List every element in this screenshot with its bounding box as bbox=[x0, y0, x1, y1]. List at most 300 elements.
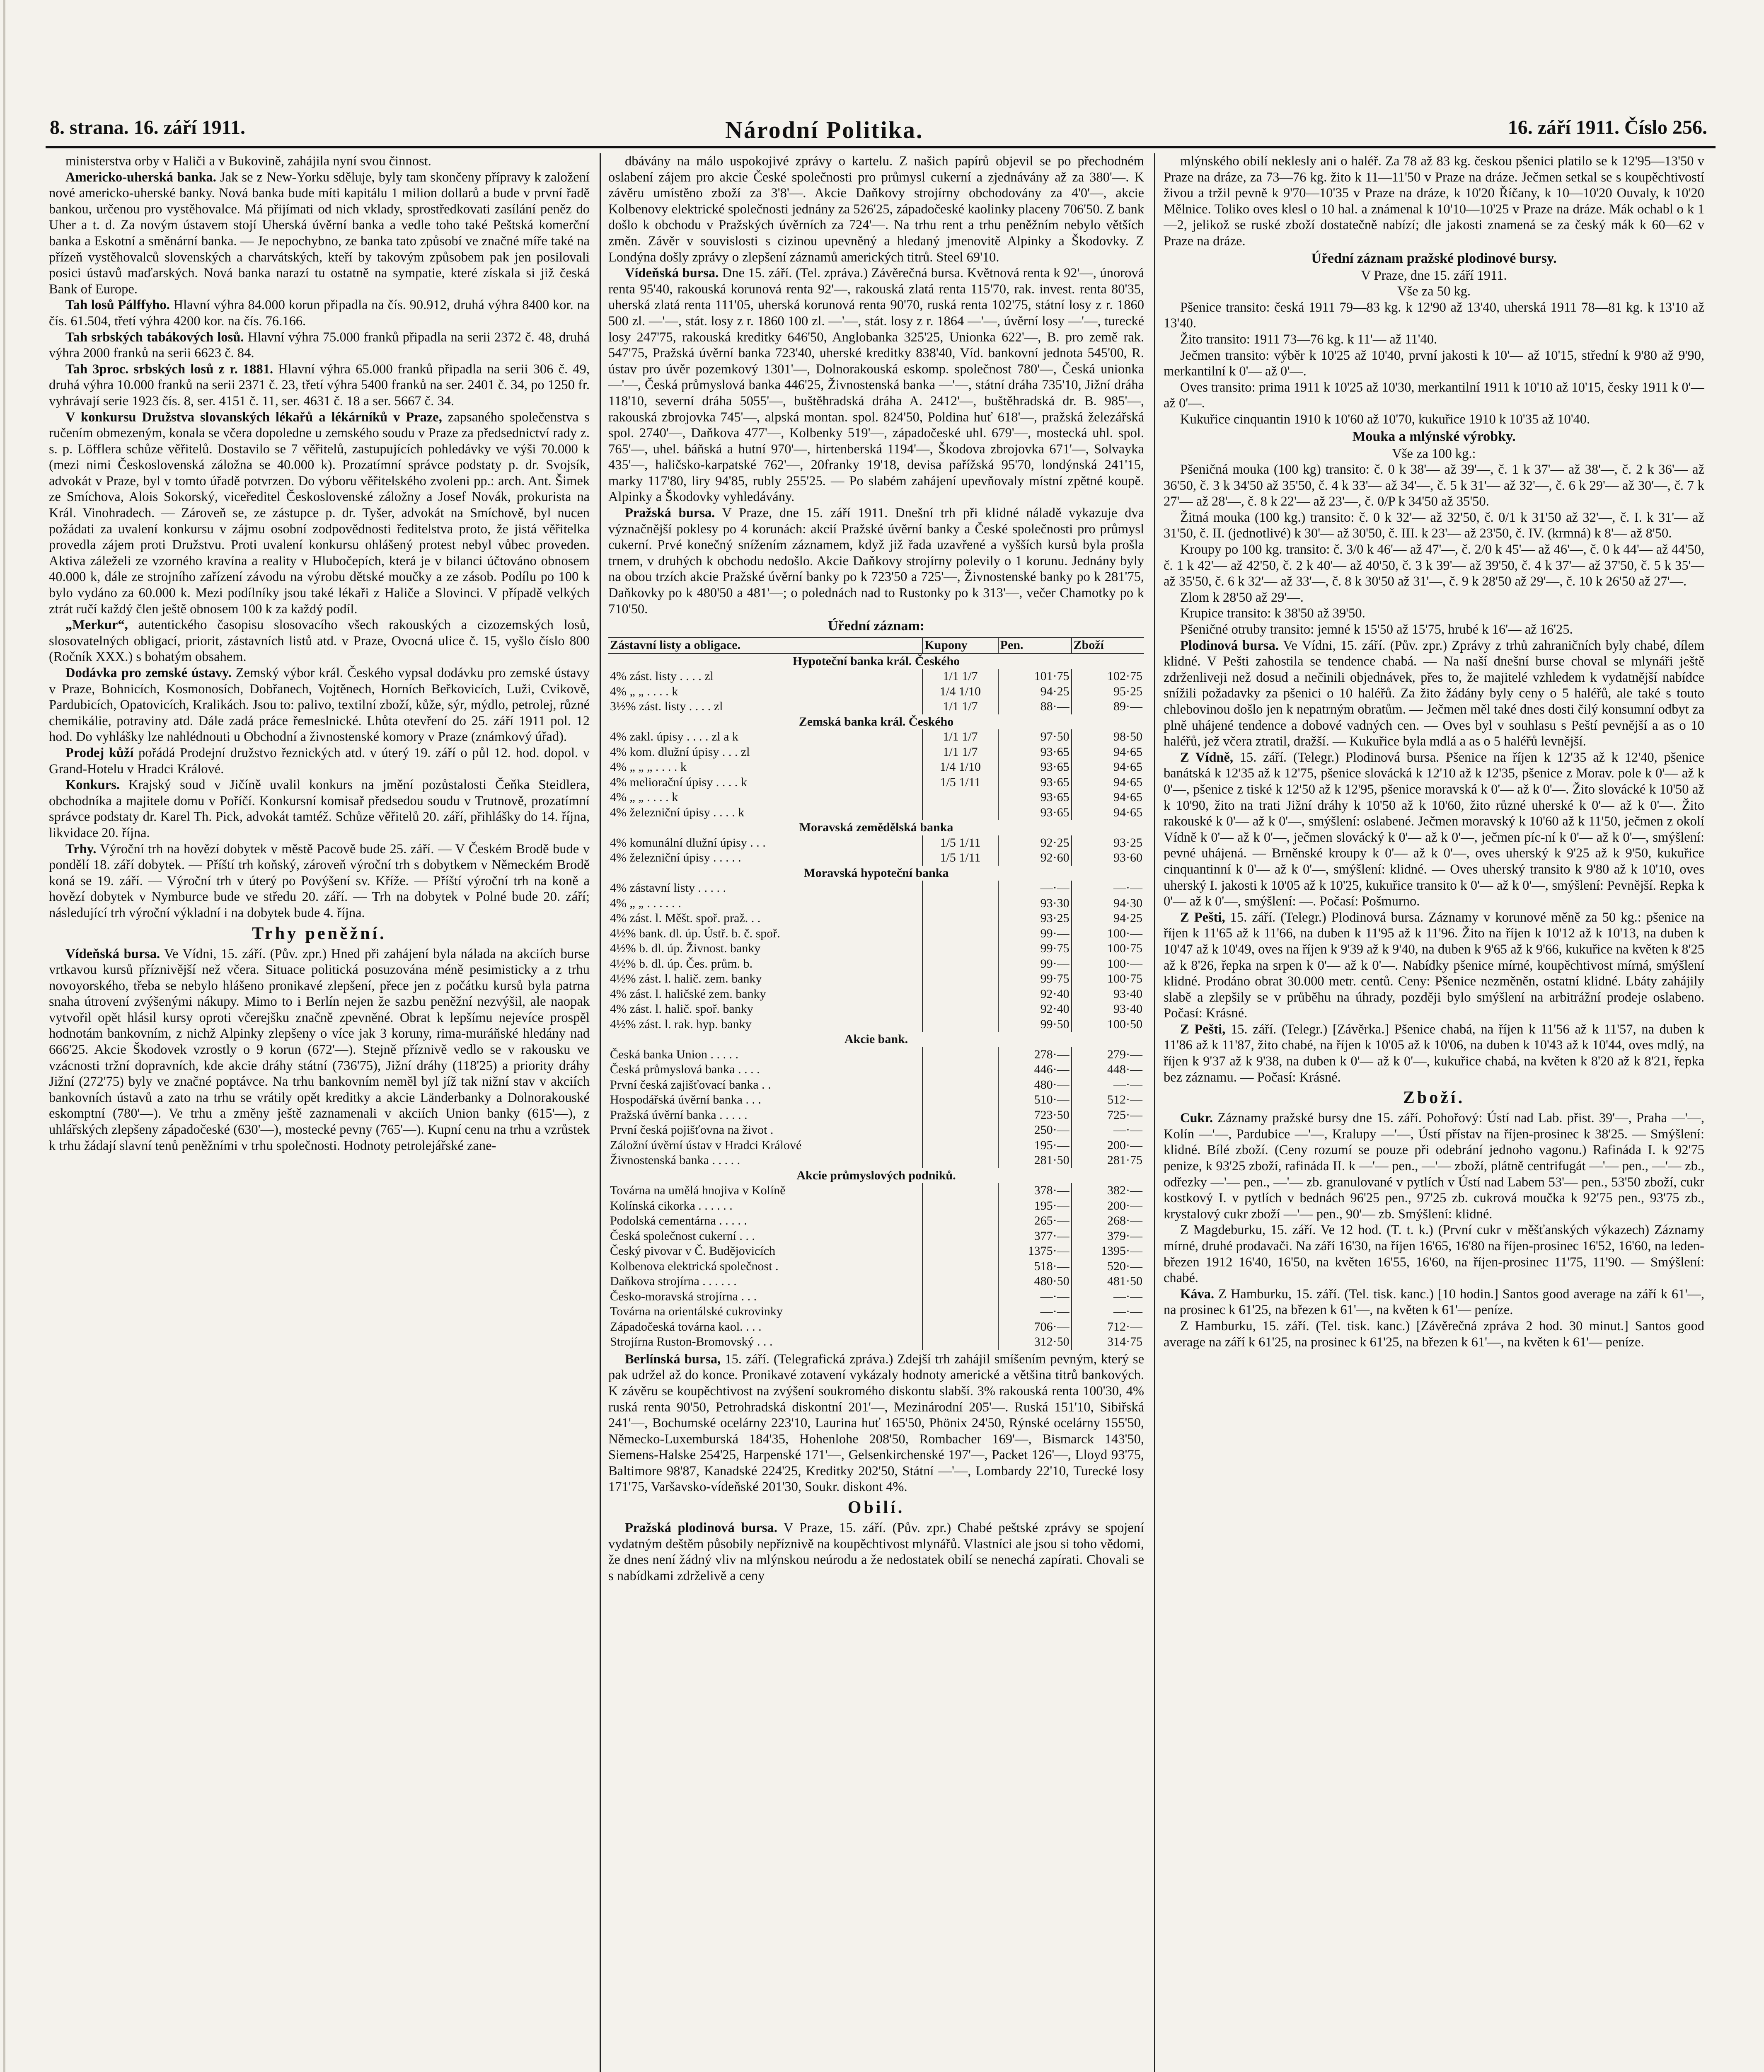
article-paragraph bbox=[1164, 348, 1704, 380]
coupon-dates bbox=[922, 1108, 998, 1123]
subsection-heading bbox=[1164, 428, 1704, 445]
coupon-dates: 1/1 1/7 bbox=[922, 729, 998, 745]
table-row bbox=[608, 684, 1144, 700]
article-text: Úřední záznam: bbox=[828, 618, 925, 634]
table-row bbox=[608, 1108, 1144, 1123]
article-text: Hlavní výhra 75.000 franků připadla na serii 2372 č. 48, druhá výhra 2000 franků na serii 6623 č. 84. bbox=[49, 329, 590, 361]
article-text: 15. září. (Telegr.) Plodinová bursa. Záznamy v korunové měně za 50 kg.: pšenice na říjen k 11'65 až k 11'66, na duben k 11'95 až k 11'96. Žito na říjen k 10'12 až k 10'13, na duben k 10'47 až k 10'49, oves na říjen k 9'39 až k 9'40, na duben k 9'65 až k 9'66, kukuřice na květen k 8'25 až k 8'26, řepka na srpen k 0'— až k 0'—. Nabídky pšenice mírné, koupěchtivost mírná, smýšlení klidné. Prodáno obrat 30.000 metr. centů. Ceny: Pšenice nezměněn, ostatní klidné. Lbáty zahájily slabě a zlepšily se v průběhu na úhrady, později bylo smýšlení na arbitrážní prodeje oslabeno. Počasí: Krásné. bbox=[1164, 910, 1704, 1021]
table-row bbox=[608, 911, 1144, 926]
bid-price: 93·65 bbox=[998, 790, 1072, 805]
coupon-dates bbox=[922, 805, 998, 821]
article-text: Z Hamburku, 15. září. (Tel. tisk. kanc.) [Závěrečná zpráva 2 hod. 30 minut.] Santos good average na září k 61'25, na prosinec k 61'25, na březen k 61'—, na květen k 61'— peníze. bbox=[1164, 1318, 1704, 1350]
column-divider-1 bbox=[600, 153, 601, 2072]
column-3 bbox=[1164, 153, 1704, 2072]
bid-price: 480·50 bbox=[998, 1274, 1072, 1289]
bid-price: 97·50 bbox=[998, 729, 1072, 745]
article-text: Krajský soud v Jičíně uvalil konkurs na jmění pozůstalosti Čeňka Steidlera, obchodníka a majitele domu v Poříčí. Konkursní komisař předsedou soudu v Trutnově, prozatímní správce podstaty dr. Karel Th. Pick, advokát tamtéž. Schůze věřitelů 20. září, přihlášky do 14. října, likvidace 20. října. bbox=[49, 777, 590, 840]
security-name: Česká společnost cukerní . . . bbox=[610, 1229, 755, 1243]
article-paragraph bbox=[1164, 153, 1704, 249]
table-row bbox=[608, 1138, 1144, 1153]
official-quotation-table bbox=[608, 637, 1144, 1350]
article-text: dbávány na málo uspokojivé zprávy o kartelu. Z našich papírů objevil se po přechodném oslabení zájem pro akcie České společnosti pro průmysl cukerní a zjednávány až za 380'—. K závěru umístěno zboží za 3'8'—. Akcie Daňkovy strojírny obchodovány za 4'0'—, akcie Kolbenovy elektrické společnosti jednány za 526'25, západočeské kaolinky placeny 706'50. Z bank došlo k obchodu v Pražských úvěrních za 724'—. Na trhu rent a trhu peněžním nebylo větších změn. Závěr v souvislosti s cizinou upevněný a hledaný jmenovitě Alpinky a Škodovky. Z Londýna došly zprávy o zlepšení záznamů amerických titrů. Steel 69'10. bbox=[608, 154, 1144, 265]
ask-price: 100·— bbox=[1072, 926, 1144, 942]
article-paragraph bbox=[49, 665, 590, 745]
article-text: mlýnského obilí neklesly ani o haléř. Za 78 až 83 kg. českou pšenici platilo se k 12'95—13'50 v Praze na dráze, za 73—76 kg. žito k 11—11'50 v Praze na dráze. Ječmen setkal se s koupěchtivostí živou a tržil pevně k 9'70—10'35 v Praze na dráze, k 10'20 Říčany, k 10—10'20 Ouvaly, k 10'20 Mělnice. Toliko oves klesl o 10 hal. a známenal k 10'10—10'25 v Praze na dráze. Mák ochabl o k 1—2, jelikož se ruské zboží dostatečně nabízí; dle jakosti znamená se za český mák k 60—62 v Praze na dráze. bbox=[1164, 154, 1704, 249]
table-section-label: Moravská zemědělská banka bbox=[799, 821, 953, 835]
article-paragraph bbox=[1164, 462, 1704, 510]
article-lead: Vídeňská bursa. bbox=[625, 266, 719, 281]
coupon-dates bbox=[922, 1047, 998, 1063]
ask-price: —·— bbox=[1072, 1077, 1144, 1093]
table-row bbox=[608, 850, 1144, 866]
bid-price: 88·— bbox=[998, 699, 1072, 714]
coupon-dates bbox=[922, 1274, 998, 1289]
bid-price: 723·50 bbox=[998, 1108, 1072, 1123]
page-header bbox=[50, 116, 1707, 145]
article-text: Trhy peněžní. bbox=[252, 924, 387, 943]
table-section-label: Akcie bank. bbox=[844, 1032, 908, 1046]
bid-price: 93·65 bbox=[998, 760, 1072, 775]
table-row bbox=[608, 1062, 1144, 1077]
subsection-heading bbox=[608, 618, 1144, 634]
article-text: Hlavní výhra 84.000 korun připadla na čís. 90.912, druhá výhra 8400 kor. na čís. 61.504, třetí výhra 4200 kor. na čís. 76.166. bbox=[49, 298, 590, 329]
article-paragraph bbox=[1164, 910, 1704, 1021]
coupon-dates: 1/1 1/7 bbox=[922, 745, 998, 760]
security-name: 4% komunální dlužní úpisy . . . bbox=[610, 835, 766, 850]
security-name: 4½% zást. l. halič. zem. banky bbox=[610, 972, 762, 986]
coupon-dates bbox=[922, 1123, 998, 1138]
coupon-dates bbox=[922, 896, 998, 911]
bid-price: 93·65 bbox=[998, 745, 1072, 760]
bid-price: 446·— bbox=[998, 1062, 1072, 1077]
section-heading bbox=[1164, 1087, 1704, 1109]
centered-line bbox=[1164, 446, 1704, 462]
page-edge-shadow bbox=[3, 0, 5, 2072]
table-row bbox=[608, 1002, 1144, 1017]
coupon-dates bbox=[922, 1138, 998, 1153]
table-row bbox=[608, 1092, 1144, 1108]
security-name: Továrna na umělá hnojiva v Kolíně bbox=[610, 1184, 786, 1198]
ask-price: 94·25 bbox=[1072, 911, 1144, 926]
column-2 bbox=[608, 153, 1144, 2072]
article-paragraph bbox=[1164, 750, 1704, 910]
bid-price: 99·— bbox=[998, 926, 1072, 942]
table-row bbox=[608, 1274, 1144, 1289]
table-row bbox=[608, 835, 1144, 851]
article-lead: Z Pešti, bbox=[1180, 1021, 1226, 1037]
table-row bbox=[608, 956, 1144, 972]
ask-price: 279·— bbox=[1072, 1047, 1144, 1063]
table-row bbox=[608, 881, 1144, 896]
bid-price: 92·40 bbox=[998, 1002, 1072, 1017]
bid-price: 265·— bbox=[998, 1213, 1072, 1229]
security-name: Živnostenská banka . . . . . bbox=[610, 1153, 740, 1167]
table-row bbox=[608, 745, 1144, 760]
security-name: 4½% b. dl. úp. Čes. prům. b. bbox=[610, 956, 753, 971]
table-row bbox=[608, 1032, 1144, 1047]
header-rule bbox=[46, 146, 1716, 148]
article-lead: Tah 3proc. srbských losů z r. 1881. bbox=[65, 361, 273, 377]
ask-price: 100·— bbox=[1072, 956, 1144, 972]
centered-line bbox=[1164, 268, 1704, 284]
article-paragraph bbox=[1164, 1318, 1704, 1350]
article-text: Oves transito: prima 1911 k 10'25 až 10'30, merkantilní 1911 k 10'10 až 10'15, česky 1911 k 0'— až 0'—. bbox=[1164, 380, 1704, 411]
ask-price: 448·— bbox=[1072, 1062, 1144, 1077]
ask-price: 725·— bbox=[1072, 1108, 1144, 1123]
article-text: Záznamy pražské bursy dne 15. září. Pohořový: Ústí nad Lab. přist. 39'—, Praha —'—, Kolín —'—, Pardubice —'—, Kralupy —'—, Ústí přístav na říjen-prosinec k 38'25. — Smýšlení: klidné. Bílé zboží. (Ceny rozumí se pouze při odebrání jednoho vagonu.) Rafináda I. k 92'75 penize, k 93'25 zboží, rafináda II. k —'— pen., —'— zboží, plátně centrifugát —'— pen., —'— zb., odřezky —'— pen., —'— zb. granulované v pytlích v Ústí nad Labem 53'— pen., 53'50 zboží, cukr kostkový I. v pytlích v bednách 96'25 pen., 97'25 zb. cukrová moučka k 92'75 pen., 93'75 zb., krystalový cukr zboží —'— pen., 90'— zb. Smýšlení: klidné. bbox=[1164, 1111, 1704, 1222]
bid-price: —·— bbox=[998, 881, 1072, 896]
article-text: V Praze, dne 15. září 1911. Dnešní trh při klidné náladě vykazuje dva význačnější poklesy po 4 korunách: akcií Pražské úvěrní banky a České společnosti pro průmysl cukerní. Prvé konečný snížením záznamem, když již řada uzavřené a vyšších kursů byla prošla trnem, v druhých k obchodu nedošlo. Akcie Daňkovy strojírny polevily o 1 korunu. Jednány byly na obou trzích akcie Pražské úvěrní banky po k 723'50 a 725'—, Živnostenské banky po k 281'75, Daňkovky po k 480'50 a 481'—; o polednách nad to Rustonky po k 313'—, večer Chamotky po k 710'50. bbox=[608, 506, 1144, 617]
article-lead: Vídeňská bursa. bbox=[65, 946, 160, 961]
bid-price: 93·65 bbox=[998, 775, 1072, 790]
ask-price: 100·50 bbox=[1072, 1017, 1144, 1032]
bid-price: 510·— bbox=[998, 1092, 1072, 1108]
table-row bbox=[608, 1077, 1144, 1093]
bid-price: 195·— bbox=[998, 1138, 1072, 1153]
article-paragraph bbox=[1164, 300, 1704, 332]
coupon-dates bbox=[922, 1304, 998, 1319]
security-name: První česká pojišťovna na život . bbox=[610, 1123, 774, 1137]
article-paragraph bbox=[49, 745, 590, 777]
table-row bbox=[608, 866, 1144, 881]
ask-price: 94·65 bbox=[1072, 790, 1144, 805]
article-lead: Tah losů Pálffyho. bbox=[65, 298, 170, 313]
article-text: 15. září. (Telegrafická zpráva.) Zdejší trh zahájil smíšením pevným, který se pak udržel až do konce. Pronikavé zotavení vykázaly hodnoty americké a většina titrů bankových. K závěru se koupěchtivost na zvýšení soukromého diskontu slabší. 3% rakouská renta 100'30, 4% ruská renta 90'50, Petrohradská diskontní 201'—, Mezinárodní 205'—. Ruská 151'10, Sibiřská 241'—, Bochumské ocelárny 223'10, Laurina huť 165'50, Phönix 24'50, Rýnské ocelárny 155'50, Německo-Luxemburská 184'35, Hohenlohe 208'50, Rombacher 169'—, Bismarck 143'50, Siemens-Halske 254'25, Harpenské 171'—, Gelsenkirchenské 197'—, Packet 126'—, Lloyd 93'75, Baltimore 98'87, Kanadské 224'25, Kreditky 202'50, Státní —'—, Lombardy 22'10, Turecké losy 171'75, Varšavsko-vídeňské 201'30, Soukr. diskont 4%. bbox=[608, 1351, 1144, 1495]
coupon-dates: 1/4 1/10 bbox=[922, 760, 998, 775]
security-name: Záložní úvěrní ústav v Hradci Králové bbox=[610, 1138, 802, 1152]
column-1 bbox=[49, 153, 590, 2072]
article-paragraph bbox=[1164, 1110, 1704, 1222]
coupon-dates bbox=[922, 1183, 998, 1198]
ask-price: —·— bbox=[1072, 1289, 1144, 1305]
ask-price: 382·— bbox=[1072, 1183, 1144, 1198]
column-divider-2 bbox=[1154, 153, 1155, 2072]
article-lead: Prodej kůží bbox=[65, 745, 134, 760]
table-row bbox=[608, 790, 1144, 805]
coupon-dates bbox=[922, 1259, 998, 1274]
table-row bbox=[608, 1047, 1144, 1063]
table-row bbox=[608, 654, 1144, 669]
table-row bbox=[608, 729, 1144, 745]
article-lead: Americko-uherská banka. bbox=[65, 169, 216, 185]
bid-price: 480·— bbox=[998, 1077, 1072, 1093]
article-text: ministerstva orby v Haliči a v Bukovině, zahájila nyní svou činnost. bbox=[65, 154, 431, 169]
security-name: 4% meliorační úpisy . . . . k bbox=[610, 775, 747, 789]
table-header-cell: Zboží bbox=[1072, 637, 1144, 654]
section-heading bbox=[49, 923, 590, 944]
table-row bbox=[608, 896, 1144, 911]
security-name: 4% zakl. úpisy . . . . zl a k bbox=[610, 730, 738, 744]
bid-price: 93·65 bbox=[998, 805, 1072, 821]
ask-price: 100·75 bbox=[1072, 941, 1144, 956]
article-paragraph bbox=[1164, 542, 1704, 590]
coupon-dates: 1/5 1/11 bbox=[922, 835, 998, 851]
bid-price: 378·— bbox=[998, 1183, 1072, 1198]
article-text: Zboží. bbox=[1403, 1088, 1465, 1108]
coupon-dates: 1/1 1/7 bbox=[922, 669, 998, 684]
article-lead: Berlínská bursa, bbox=[625, 1351, 721, 1367]
table-row bbox=[608, 926, 1144, 942]
table-row bbox=[608, 1123, 1144, 1138]
article-text: Zlom k 28'50 až 29'—. bbox=[1180, 590, 1304, 605]
article-text: V Praze, dne 15. září 1911. bbox=[1361, 268, 1507, 283]
article-paragraph bbox=[1164, 605, 1704, 622]
ask-price: 520·— bbox=[1072, 1259, 1144, 1274]
table-section-label: Akcie průmyslových podniků. bbox=[796, 1168, 956, 1182]
bid-price: 101·75 bbox=[998, 669, 1072, 684]
ask-price: 379·— bbox=[1072, 1229, 1144, 1244]
ask-price: 200·— bbox=[1072, 1198, 1144, 1214]
article-text: Žitná mouka (100 kg.) transito: č. 0 k 32'— až 32'50, č. 0/1 k 31'50 až 32'—, č. I. k 31'— až 31'50, č. II. (jednotlivé) k 30'— až 30'50, č. III. k 23'— až 23'50, č. IV. (krmná) k 8'— až 8'50. bbox=[1164, 510, 1704, 541]
ask-price: 102·75 bbox=[1072, 669, 1144, 684]
coupon-dates bbox=[922, 1198, 998, 1214]
bid-price: 278·— bbox=[998, 1047, 1072, 1063]
coupon-dates bbox=[922, 881, 998, 896]
ask-price: 93·60 bbox=[1072, 850, 1144, 866]
article-text: Úřední záznam pražské plodinové bursy. bbox=[1311, 250, 1557, 266]
ask-price: 281·75 bbox=[1072, 1153, 1144, 1168]
security-name: 4% zástavní listy . . . . . bbox=[610, 881, 726, 895]
coupon-dates: 1/4 1/10 bbox=[922, 684, 998, 700]
security-name: Kolínská cikorka . . . . . . bbox=[610, 1198, 733, 1213]
security-name: 4½% bank. dl. úp. Ústř. b. č. spoř. bbox=[610, 926, 780, 940]
bid-price: 281·50 bbox=[998, 1153, 1072, 1168]
ask-price: —·— bbox=[1072, 1304, 1144, 1319]
ask-price: 93·40 bbox=[1072, 1002, 1144, 1017]
article-paragraph bbox=[1164, 638, 1704, 750]
table-section-label: Zemská banka král. Českého bbox=[799, 714, 954, 729]
subsection-heading bbox=[1164, 250, 1704, 267]
article-text: Kukuřice cinquantin 1910 k 10'60 až 10'70, kukuřice 1910 k 10'35 až 10'40. bbox=[1180, 411, 1590, 427]
bid-price: 92·40 bbox=[998, 987, 1072, 1002]
ask-price: 512·— bbox=[1072, 1092, 1144, 1108]
security-name: Kolbenova elektrická společnost . bbox=[610, 1259, 779, 1273]
table-row bbox=[608, 805, 1144, 821]
security-name: Továrna na orientálské cukrovinky bbox=[610, 1305, 783, 1319]
ask-price: 93·40 bbox=[1072, 987, 1144, 1002]
article-paragraph bbox=[49, 169, 590, 298]
bid-price: 377·— bbox=[998, 1229, 1072, 1244]
coupon-dates bbox=[922, 941, 998, 956]
security-name: 4% železniční úpisy . . . . k bbox=[610, 805, 745, 819]
table-row bbox=[608, 971, 1144, 987]
bid-price: 99·50 bbox=[998, 1017, 1072, 1032]
article-paragraph bbox=[49, 153, 590, 169]
coupon-dates bbox=[922, 1153, 998, 1168]
ask-price: 712·— bbox=[1072, 1319, 1144, 1335]
article-text: Kroupy po 100 kg. transito: č. 3/0 k 46'— až 47'—, č. 2/0 k 45'— až 46'—, č. 0 k 44'— až 44'50, č. 1 k 42'— až 42'50, č. 2 k 40'— až 40'50, č. 3 k 39'— až 39'50, č. 4 k 37'— až 37'50, č. 5 k 35'— až 35'50, č. 6 k 32'— až 33'—, č. 8 k 30'50 až 31'—, č. 9 k 28'50 až 29'—, č. 10 k 26'50 až 27'—. bbox=[1164, 542, 1704, 589]
security-name: Strojírna Ruston-Bromovský . . . bbox=[610, 1335, 773, 1349]
coupon-dates bbox=[922, 926, 998, 942]
article-lead: V konkursu Družstva slovanských lékařů a lékárníků v Praze, bbox=[65, 409, 442, 425]
article-lead: „Merkur“, bbox=[65, 617, 128, 633]
ask-price: 268·— bbox=[1072, 1213, 1144, 1229]
table-row bbox=[608, 1213, 1144, 1229]
table-row bbox=[608, 775, 1144, 790]
table-row bbox=[608, 1259, 1144, 1274]
ask-price: 100·75 bbox=[1072, 971, 1144, 987]
coupon-dates: 1/1 1/7 bbox=[922, 699, 998, 714]
table-header-cell: Pen. bbox=[998, 637, 1072, 654]
article-paragraph bbox=[49, 946, 590, 1154]
article-lead: Tah srbských tabákových losů. bbox=[65, 329, 244, 345]
bid-price: 99·75 bbox=[998, 941, 1072, 956]
ask-price: 93·25 bbox=[1072, 835, 1144, 851]
article-text: pořádá Prodejní družstvo řeznických atd. v úterý 19. září o půl 12. hod. dopol. v Grand-Hotelu v Hradci Králové. bbox=[49, 745, 590, 777]
security-name: Česko-moravská strojírna . . . bbox=[610, 1289, 757, 1303]
table-row bbox=[608, 1319, 1144, 1335]
security-name: Hospodářská úvěrní banka . . . bbox=[610, 1093, 761, 1107]
article-text: 15. září. (Telegr.) [Závěrka.] Pšenice chabá, na říjen k 11'56 až k 11'57, na duben k 11'86 až k 11'87, žito chabé, na říjen k 10'05 až k 10'06, na duben k 10'43 až k 10'44, oves mdlý, na říjen k 9'37 až k 9'38, na duben k 0'— až k 0'—, kukuřice chabá, na květen k 8'20 až k 8'21, řepka bez záznamu. — Počasí: Krásné. bbox=[1164, 1021, 1704, 1085]
article-text: V Praze, 15. září. (Pův. zpr.) Chabé peštské zprávy se spojení vydatným deštěm působily nepříznivě na koupěchtivost mlynářů. Vlastníci ale jsou si toho vědomi, že dnes není žádný vliv na mlýnskou neúrodu a že nedostatek obilí se nenechá zapírati. Chovali se s nabídkami zdrželivě a ceny bbox=[608, 1520, 1144, 1583]
article-text: Ve Vídni, 15. září. (Pův. zpr.) Hned při zahájení byla nálada na akciích burse vrtkavou kursů příznivější než včera. Situace politická posuzována méně pesimisticky a z trhu novoyorského, třeba se nebylo hlášeno pronikavé zlepšení, přece jen z počátku kursů byla patrna snaha útrovení zvýšenými nákupy. Mimo to i Berlín nejen že sazbu peněžní nezvýšil, ale naopak vytvořil opět hlásil kursy oproti včerejšku značně zpevněné. Obrat k lepšímu nejevíce prospěl hodnotám bankovním, z nichž Alpinky zlepšeny o více jak 3 koruny, rima-muráňské hledány nad 666'25. Akcie Škodovek vzrostly o 9 korun (672'—). Stejně příznivě vedlo se v rakousku ve vzácnosti tržní dopravních, kde akcie dráhy státní (736'75), Jižní dráhy (118'25) a priority dráhy Jižní (272'75) byly ve značné poptávce. Na trhu bankovním neměl byl jíž tak nižní stav v akciích bankovních ústavů a zato na trhu se vrátily opět kreditky a akcie Länderbanky a Dolnorakouské eskomptní (780'—). Ve trhu a změny ještě zaznamenali v akciích Union banky (615'—), z uhlářských zlepšeny západočeské (630'—), mostecké pevny (765'—). Kupní cenu na trhu a vzrůstek k trhu žádají slavní tenů peněžními v trhu společnosti. Hodnoty petrolejářské zane- bbox=[49, 946, 590, 1153]
security-name: 4½% zást. l. rak. hyp. banky bbox=[610, 1017, 752, 1031]
article-paragraph bbox=[49, 329, 590, 361]
security-name: 4% zást. listy . . . . zl bbox=[610, 669, 714, 683]
bid-price: 250·— bbox=[998, 1123, 1072, 1138]
article-text: Jak se z New-Yorku sděluje, byly tam skončeny přípravy k založení nové americko-uherské banky. Nová banka bude míti kapitálu 1 milion dollarů a bude v první řadě bankou, určenou pro vystěhovalce. Má přijímati od nich vklady, sprostředkovati zasílání peněz do Uher a t. d. Za novým ústavem stojí Uherská úvěrní banka a vedle toho také Peštská komerční banka a Eskotní a směnární banka. — Je nepochybno, ze banka tato způsobí ve značné míře také na přízeň vystěhovalců slovenských a charvátských, kteří by takovým způsobem pak jen posilovali posici ústavů maďarských. Nová banka narazí tu ostatně na sympatie, které získala si již česká Bank of Europe. bbox=[49, 169, 590, 297]
article-paragraph bbox=[49, 841, 590, 921]
coupon-dates: 1/5 1/11 bbox=[922, 850, 998, 866]
table-row bbox=[608, 760, 1144, 775]
article-lead: Pražská bursa. bbox=[625, 506, 715, 521]
ask-price: 98·50 bbox=[1072, 729, 1144, 745]
coupon-dates bbox=[922, 1213, 998, 1229]
bid-price: 195·— bbox=[998, 1198, 1072, 1214]
article-paragraph bbox=[49, 409, 590, 617]
table-row bbox=[608, 669, 1144, 684]
table-row bbox=[608, 1244, 1144, 1259]
article-text: Hlavní výhra 65.000 franků připadla na serii 306 č. 49, druhá výhra 10.000 franků na serii 2371 č. 23, třetí výhra 5400 franků na ser. 2401 č. 34, po 1250 fr. vyhrávají serie 1923 čís. 8, ser. 4151 č. 11, ser. 4631 č. 18 a ser. 5667 č. 34. bbox=[49, 361, 590, 409]
article-text: Z Magdeburku, 15. září. Ve 12 hod. (T. t. k.) (První cukr v měšťanských výkazech) Záznamy mírné, druhé prodavači. Na září 16'30, na říjen 16'65, 16'80 na říjen-prosinec 16'52, 16'60, na leden-březen 1912 16'40, 16'50, na květen 16'55, 16'60, na říjen-prosinec 11'75, 11'90. — Smýšlení: chabé. bbox=[1164, 1222, 1704, 1286]
bid-price: 518·— bbox=[998, 1259, 1072, 1274]
security-name: 4% zást. l. haličské zem. banky bbox=[610, 987, 766, 1001]
article-lead: Cukr. bbox=[1180, 1111, 1213, 1126]
security-name: 4% „ „ . . . . k bbox=[610, 684, 678, 698]
article-paragraph bbox=[1164, 622, 1704, 638]
ask-price: 89·— bbox=[1072, 699, 1144, 714]
article-paragraph bbox=[1164, 510, 1704, 542]
article-text: Výroční trh na hovězí dobytek v městě Pacově bude 25. září. — V Českém Brodě bude v pondělí 18. září dobytek. — Příští trh koňský, zároveň výroční trh s dobytkem v Německém Brodě koná se 19. září. — Výroční trh v úterý po Povýšení sv. Kříže. — Příští výroční trh na koně a hovězí dobytek v Nymburce bude ve středu 20. září. — Trh na dobytek v Polné bude 20. září; následující trh výroční výkladní i na dobytek bude 4. října. bbox=[49, 841, 590, 920]
coupon-dates bbox=[922, 1002, 998, 1017]
ask-price: 94·65 bbox=[1072, 775, 1144, 790]
table-section-label: Moravská hypoteční banka bbox=[803, 866, 949, 880]
article-paragraph bbox=[608, 505, 1144, 617]
coupon-dates bbox=[922, 1092, 998, 1108]
article-text: Ve Vídni, 15. září. (Pův. zpr.) Zprávy z trhů zahraničních byly chabé, dílem klidné. V Pešti zahostila se tendence chabá. — Na naší dnešní burse choval se mlynáři ještě zdrženliveji než dosud a nečinili objednávek, přes to, že majitelé vzhledem k vydatnější nabídce snížili požadavky za pšenici o 10 haléřů. Za žito žádány byly ceny o 5 haléřů, ale také s touto chlebovinou došlo jen k nepatrným obratům. — Ječmen měl také dnes dosti čilý konsumní odbyt za plně uhájené tendence a dobové vadných cen. — Oves byl v souhlasu s Peští pevnější a as o 10 haléřů, jež včera ztratil, dražší. — Kukuřice byla mdlá a as o 5 haléřů levnější. bbox=[1164, 638, 1704, 749]
table-row bbox=[608, 987, 1144, 1002]
table-header-cell: Kupony bbox=[922, 637, 998, 654]
table-header-cell: Zástavní listy a obligace. bbox=[608, 637, 922, 654]
article-text: Ječmen transito: výběr k 10'25 až 10'40, první jakosti k 10'— až 10'15, střední k 9'80 až 9'90, merkantilní k 0'— až 0'—. bbox=[1164, 348, 1704, 379]
article-text: Vše za 50 kg. bbox=[1397, 284, 1471, 299]
coupon-dates bbox=[922, 1334, 998, 1350]
security-name: Pražská úvěrní banka . . . . . bbox=[610, 1108, 748, 1122]
security-name: První česká zajišťovací banka . . bbox=[610, 1077, 771, 1092]
ask-price: 94·65 bbox=[1072, 760, 1144, 775]
ask-price: —·— bbox=[1072, 881, 1144, 896]
coupon-dates bbox=[922, 1077, 998, 1093]
bid-price: 94·25 bbox=[998, 684, 1072, 700]
article-text: autentického časopisu slosovacího všech rakouských a cizozemských losů, slosovatelných obligací, priorit, zástavních listů atd. v Praze, Ovocná ulice č. 15, vyšlo číslo 800 (Ročník XXX.) s bohatým obsahem. bbox=[49, 617, 590, 665]
article-text: Dne 15. září. (Tel. zpráva.) Závěrečná bursa. Květnová renta k 92'—, únorová renta 95'40, rakouská korunová renta 92'—, rakouská zlatá renta 115'70, rak. invest. renta 80'35, uherská zlatá renta 111'05, uherská korunová renta 90'70, ruská renta 102'75, státní losy z r. 1860 500 zl. —'—, stát. losy z r. 1860 100 zl. —'—, stát. losy z r. 1864 —'—, úvěrní losy —'—, turecké losy 247'75, rakouská kreditky 646'50, Anglobanka 325'25, Unionka 622'—, B. pro země rak. 547'75, Pražská úvěrní banka 723'40, uherské kreditky 838'40, Víd. bankovní jednota 545'00, R. ústav pro úvěr pozemkový 1301'—, Dolnorakouská eskomp. společnost 780'—, Česká unionka —'—, Česká průmyslová banka 446'25, Živnostenská banka —'—, státní dráha 735'10, Jižní dráha 118'10, severní dráha 5055'—, buštěhradská dráha A. 2412'—, buštěhradská dr. B. 985'—, rakouská zbrojovka 745'—, alpská montan. spol. 824'50, Poldina huť 618'—, pražská železářská spol. 2740'—, Daňkova 477'—, Kolbenky 519'—, západočeské uhl. 679'—, mostecká uhl. spol. 765'—, uhel. báňská a hutní 970'—, hirtenberská 1194'—, Škodova zbrojovka 671'—, Solvayka 435'—, haličsko-karpatské 762'—, 20franky 19'18, devisa pařížská 95'70, londýnská 241'15, marky 117'80, liry 94'85, rubly 255'25. — Po slabém zahájení upevňovaly místní zpětné koupě. Alpinky a Škodovky vyhledávány. bbox=[608, 266, 1144, 505]
security-name: 4½% b. dl. úp. Živnost. banky bbox=[610, 942, 761, 956]
coupon-dates bbox=[922, 987, 998, 1002]
coupon-dates bbox=[922, 956, 998, 972]
article-text: Zemský výbor král. Českého vypsal dodávku pro zemské ústavy v Praze, Bohnicích, Kosmonosích, Dobřanech, Vojtěnech, Horních Beřkovicích, Luži, Cvikově, Pardubicích, Opatovicích, Kralikách. Jsou to: palivo, textilní zboží, kůže, sýr, mýdlo, petrolej, různé chemikálie, potraviny atd. Dále zadá práce řemeslnické. Lhůta otevření do 25. září 1911 pol. 12 hod. Do vyhlášky lze nahlédnouti u Obchodní a živnostenské komory v Praze (známkový úřad). bbox=[49, 666, 590, 745]
article-text: zapsaného společenstva s ručením obmezeným, konala se včera dopoledne u zemského soudu v Praze za předsednictví rady z. s. p. Löfflera schůze věřitelů. Dostavilo se 7 věřitelů, zastupujících pohledávky ve výši 70.000 k (mezi nimi Československá záložna se 40.000 k). Prozatímní správce podstaty p. dr. Svojsík, advokát v Praze, byl v tomto úřadě potvrzen. Do výboru věřitelského zvoleni pp.: arch. Ant. Šimek ze Smíchova, Alois Sokorský, viceředitel Československé záložny a Josef Novák, prokurista na Král. Vinohradech. — Zároveň se, ze zástupce p. dr. Tyšer, advokát na Smíchově, byl nucen požádati za uvalení konkursu v zájmu osobní zodpovědnosti ředitelstva proto, že jistá věřitelka provedla zájem proti Družstvu. Proti uvalení konkursu ohlášený protest nebyl vůbec proveden. Aktiva záleželi ze vzorného kravína a reality v Hlubočepích, která je v bilanci účtováno obnosem 40.000 k, dále ze strojního zařízení závodu na výrobu dětské moučky a ze zásob. Podílu po 100 k bylo vydáno za 60.000 k. Mezi podílníky jsou také lékaři z Haliče a Slovinci. V případě velkých ztrát ručí každý člen ještě obnosem 100 k za každý podíl. bbox=[49, 409, 590, 617]
security-name: 4% železniční úpisy . . . . . bbox=[610, 851, 741, 865]
ask-price: 481·50 bbox=[1072, 1274, 1144, 1289]
article-paragraph bbox=[608, 265, 1144, 505]
security-name: Daňkova strojírna . . . . . . bbox=[610, 1274, 737, 1288]
coupon-dates bbox=[922, 1017, 998, 1032]
table-row bbox=[608, 1304, 1144, 1319]
bid-price: 1375·— bbox=[998, 1244, 1072, 1259]
article-lead: Plodinová bursa. bbox=[1180, 638, 1279, 653]
coupon-dates bbox=[922, 790, 998, 805]
security-name: 4% „ „ . . . . k bbox=[610, 790, 678, 804]
header-left: 8. strana. 16. září 1911. bbox=[50, 116, 245, 138]
table-row bbox=[608, 1289, 1144, 1305]
security-name: 4% kom. dlužní úpisy . . . zl bbox=[610, 745, 750, 759]
coupon-dates bbox=[922, 1244, 998, 1259]
bid-price: —·— bbox=[998, 1289, 1072, 1305]
article-lead: Z Vídně, bbox=[1180, 750, 1234, 765]
bid-price: 99·— bbox=[998, 956, 1072, 972]
article-lead: Pražská plodinová bursa. bbox=[625, 1520, 777, 1536]
article-text: Pšenice transito: česká 1911 79—83 kg. k 12'90 až 13'40, uherská 1911 78—81 kg. k 13'10 až 13'40. bbox=[1164, 300, 1704, 331]
bid-price: 312·50 bbox=[998, 1334, 1072, 1350]
table-row bbox=[608, 1168, 1144, 1184]
bid-price: 99·75 bbox=[998, 971, 1072, 987]
article-text: Pšeničné otruby transito: jemné k 15'50 až 15'75, hrubé k 16'— až 16'25. bbox=[1180, 622, 1573, 637]
ask-price: 94·65 bbox=[1072, 805, 1144, 821]
article-paragraph bbox=[608, 153, 1144, 265]
article-lead: Trhy. bbox=[65, 841, 97, 857]
article-paragraph bbox=[49, 361, 590, 409]
table-row bbox=[608, 699, 1144, 714]
bid-price: 93·30 bbox=[998, 896, 1072, 911]
article-lead: Dodávka pro zemské ústavy. bbox=[65, 666, 232, 680]
article-paragraph bbox=[1164, 590, 1704, 606]
coupon-dates: 1/5 1/11 bbox=[922, 775, 998, 790]
article-text: Žito transito: 1911 73—76 kg. k 11'— až 11'40. bbox=[1180, 332, 1437, 347]
section-heading bbox=[608, 1497, 1144, 1518]
security-name: 4% zást. l. halič. spoř. banky bbox=[610, 1002, 753, 1016]
article-paragraph bbox=[1164, 1286, 1704, 1318]
article-text: 15. září. (Telegr.) Plodinová bursa. Pšenice na říjen k 12'35 až k 12'40, pšenice banátská k 12'35 až k 12'75, pšenice slovácká k 12'10 až k 12'35, pšenice z Morav. pole k 0'— až k 0'—, pšenice z tiské k 12'50 až k 12'95, pšenice moravská k 0'— až k 0'—. Žito slovácké k 10'50 až k 10'90, žito na trati Jižní dráhy k 10'50 až k 10'60, žito různé uherské k 0'— až k 0'—. Žito rakouské k 0'— až k 0'—, smýšlení: oslabené. Ječmen moravský k 10'60 až k 11'50, ječmen z okolí Vídně k 0'— až k 0'—, ječmen slovácký k 0'— až k 0'—, ječmen píc-ní k 0'— až k 0'—, smýšlení: pevné uhájená. — Brněnské kroupy k 0'— až k 0'—, oves uherský k 9'25 až k 9'50, kukuřice cinquantinní k 0'— až k 0'—, smýšlení: klidné. — Oves uherský transito k 9'80 až k 10'10, oves uherský I. jakosti k 10'05 až k 10'25, kukuřice transito k 0'— až k 0'—, smýšlení: Pevnější. Repka k 0'— až k 0'—, smýšlení: —. Počasí: Pošmurno. bbox=[1164, 750, 1704, 909]
article-paragraph bbox=[1164, 411, 1704, 428]
security-name: Česká banka Union . . . . . bbox=[610, 1047, 738, 1061]
article-paragraph bbox=[1164, 1021, 1704, 1085]
article-text: Pšeničná mouka (100 kg) transito: č. 0 k 38'— až 39'—, č. 1 k 37'— až 38'—, č. 2 k 36'— až 36'50, č. 3 k 34'50 až 35'50, č. 4 k 33'— až 34'—, č. 5 k 31'— až 32'—, č. 6 k 29'— až 30'—, č. 7 k 27'— až 28'—, č. 8 k 22'— až 23'—, č. 0/P k 34'50 až 35'50. bbox=[1164, 462, 1704, 509]
security-name: Česká průmyslová banka . . . . bbox=[610, 1063, 760, 1077]
article-text: Z Hamburku, 15. září. (Tel. tisk. kanc.) [10 hodin.] Santos good average na září k 61'—, na prosinec k 61'25, na březen k 61'—, na květen k 61'— peníze. bbox=[1164, 1286, 1704, 1318]
article-paragraph bbox=[608, 1351, 1144, 1495]
security-name: Český pivovar v Č. Budějovicích bbox=[610, 1244, 776, 1258]
article-text: Krupice transito: k 38'50 až 39'50. bbox=[1180, 606, 1365, 621]
article-paragraph bbox=[1164, 332, 1704, 348]
table-row bbox=[608, 1198, 1144, 1214]
ask-price: 1395·— bbox=[1072, 1244, 1144, 1259]
ask-price: 94·30 bbox=[1072, 896, 1144, 911]
table-row bbox=[608, 1334, 1144, 1350]
coupon-dates bbox=[922, 1229, 998, 1244]
security-name: 4% zást. l. Měšt. spoř. praž. . . bbox=[610, 911, 761, 925]
bid-price: 92·60 bbox=[998, 850, 1072, 866]
article-paragraph bbox=[49, 777, 590, 841]
